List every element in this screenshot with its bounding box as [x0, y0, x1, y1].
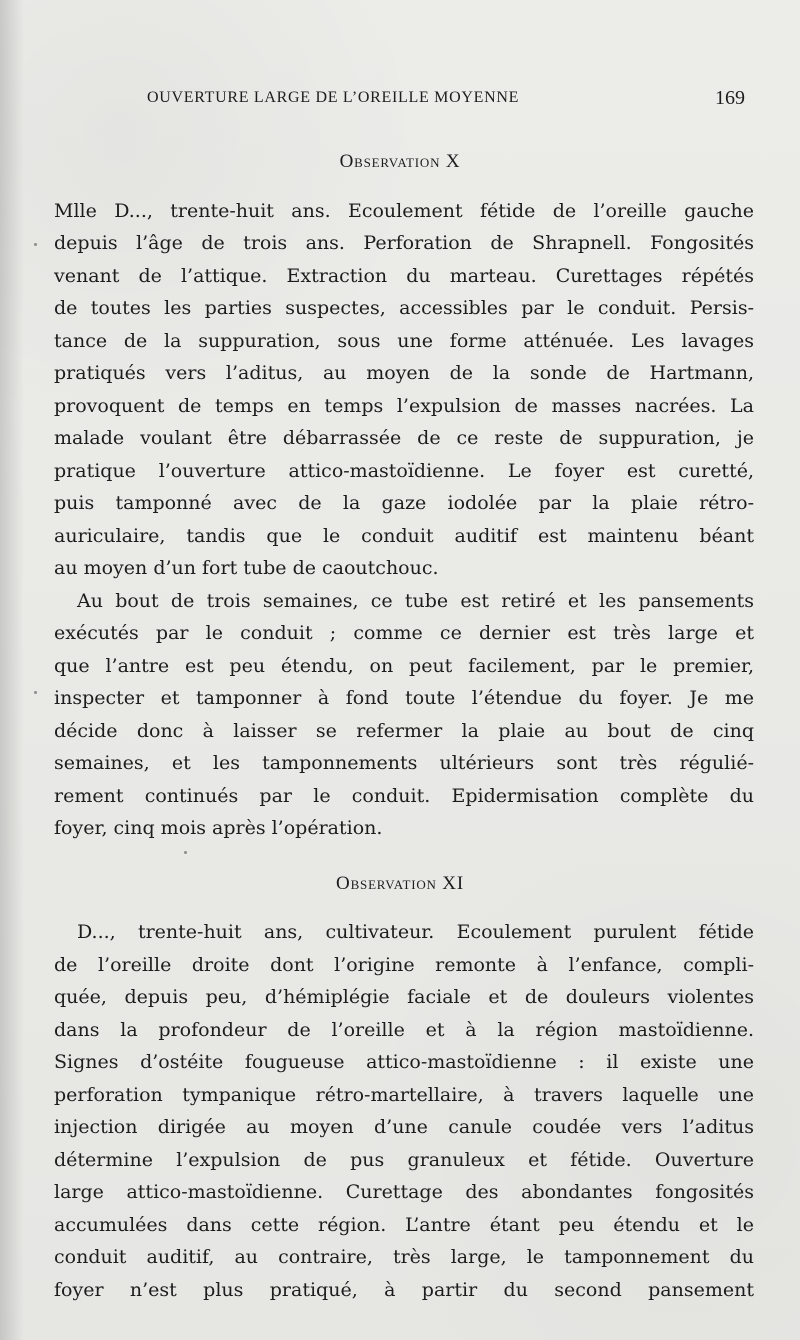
observation-x-line-12: au moyen d’un fort tube de caoutchouc. [54, 557, 439, 579]
observation-xi-line-10: accumulées dans cette région. L’antre étant peu étendu et le [54, 1214, 754, 1236]
observation-x-line-2: depuis l’âge de trois ans. Perforation de Shrapnell. Fongosités [54, 232, 754, 254]
running-header [147, 89, 745, 117]
observation-xi-line-11: conduit auditif, au contraire, très large, le tamponnement du [54, 1246, 754, 1268]
observation-x-line-10: puis tamponné avec de la gaze iodolée par la plaie rétro- [54, 492, 754, 514]
observation-x-line-5: tance de la suppuration, sous une forme atténuée. Les lavages [54, 330, 754, 352]
observation-xi-line-7: injection dirigée au moyen d’une canule coudée vers l’aditus [54, 1116, 754, 1138]
observation-xi-line-3: quée, depuis peu, d’hémiplégie faciale et de douleurs violentes [54, 986, 754, 1008]
observation-x-line-8: malade voulant être débarrassée de ce reste de suppuration, je [54, 427, 754, 449]
observation-xi-line-5: Signes d’ostéite fougueuse attico-mastoïdienne : il existe une [54, 1051, 754, 1073]
observation-xi-line-9: large attico-mastoïdienne. Curettage des abondantes fongosités [54, 1181, 754, 1203]
paper-speck [34, 691, 37, 694]
page-number: 169 [715, 87, 745, 109]
observation-xi-line-1: D..., trente-huit ans, cultivateur. Ecoulement purulent fétide [77, 921, 754, 943]
observation-x-line-9: pratique l’ouverture attico-mastoïdienne. Le foyer est curetté, [54, 460, 754, 482]
observation-x-line-16: inspecter et tamponner à fond toute l’étendue du foyer. Je me [54, 687, 754, 709]
observation-x-line-13: Au bout de trois semaines, ce tube est retiré et les pansements [77, 590, 754, 612]
page-binding-shadow [0, 0, 24, 1340]
observation-xi-line-4: dans la profondeur de l’oreille et à la région mastoïdienne. [54, 1019, 754, 1041]
observation-x-line-11: auriculaire, tandis que le conduit auditif est maintenu béant [54, 525, 754, 547]
observation-x-line-6: pratiqués vers l’aditus, au moyen de la sonde de Hartmann, [54, 362, 754, 384]
observation-x-line-19: rement continués par le conduit. Epidermisation complète du [54, 785, 754, 807]
observation-xi-line-2: de l’oreille droite dont l’origine remonte à l’enfance, compli- [54, 954, 754, 976]
paper-speck [34, 243, 37, 246]
observation-xi-line-12: foyer n’est plus pratiqué, à partir du second pansement [54, 1279, 754, 1301]
observation-x-line-20: foyer, cinq mois après l’opération. [54, 817, 383, 839]
observation-xi-heading: Observation XI [336, 873, 464, 894]
observation-xi-line-8: détermine l’expulsion de pus granuleux et fétide. Ouverture [54, 1149, 754, 1171]
observation-x-line-4: de toutes les parties suspectes, accessibles par le conduit. Persis- [54, 297, 754, 319]
observation-x-line-14: exécutés par le conduit ; comme ce dernier est très large et [54, 622, 754, 644]
observation-x-line-15: que l’antre est peu étendu, on peut facilement, par le premier, [54, 655, 754, 677]
observation-xi-line-6: perforation tympanique rétro-martellaire, à travers laquelle une [54, 1084, 754, 1106]
observation-x-line-7: provoquent de temps en temps l’expulsion de masses nacrées. La [54, 395, 754, 417]
paper-speck [184, 851, 187, 854]
observation-x-line-3: venant de l’attique. Extraction du marteau. Curettages répétés [54, 265, 754, 287]
observation-x-line-1: Mlle D..., trente-huit ans. Ecoulement fétide de l’oreille gauche [54, 200, 754, 222]
running-title: OUVERTURE LARGE DE L’OREILLE MOYENNE [147, 89, 520, 106]
observation-x-line-18: semaines, et les tamponnements ultérieurs sont très régulié- [54, 752, 754, 774]
observation-x-line-17: décide donc à laisser se refermer la plaie au bout de cinq [54, 720, 754, 742]
observation-x-heading: Observation X [339, 151, 461, 172]
